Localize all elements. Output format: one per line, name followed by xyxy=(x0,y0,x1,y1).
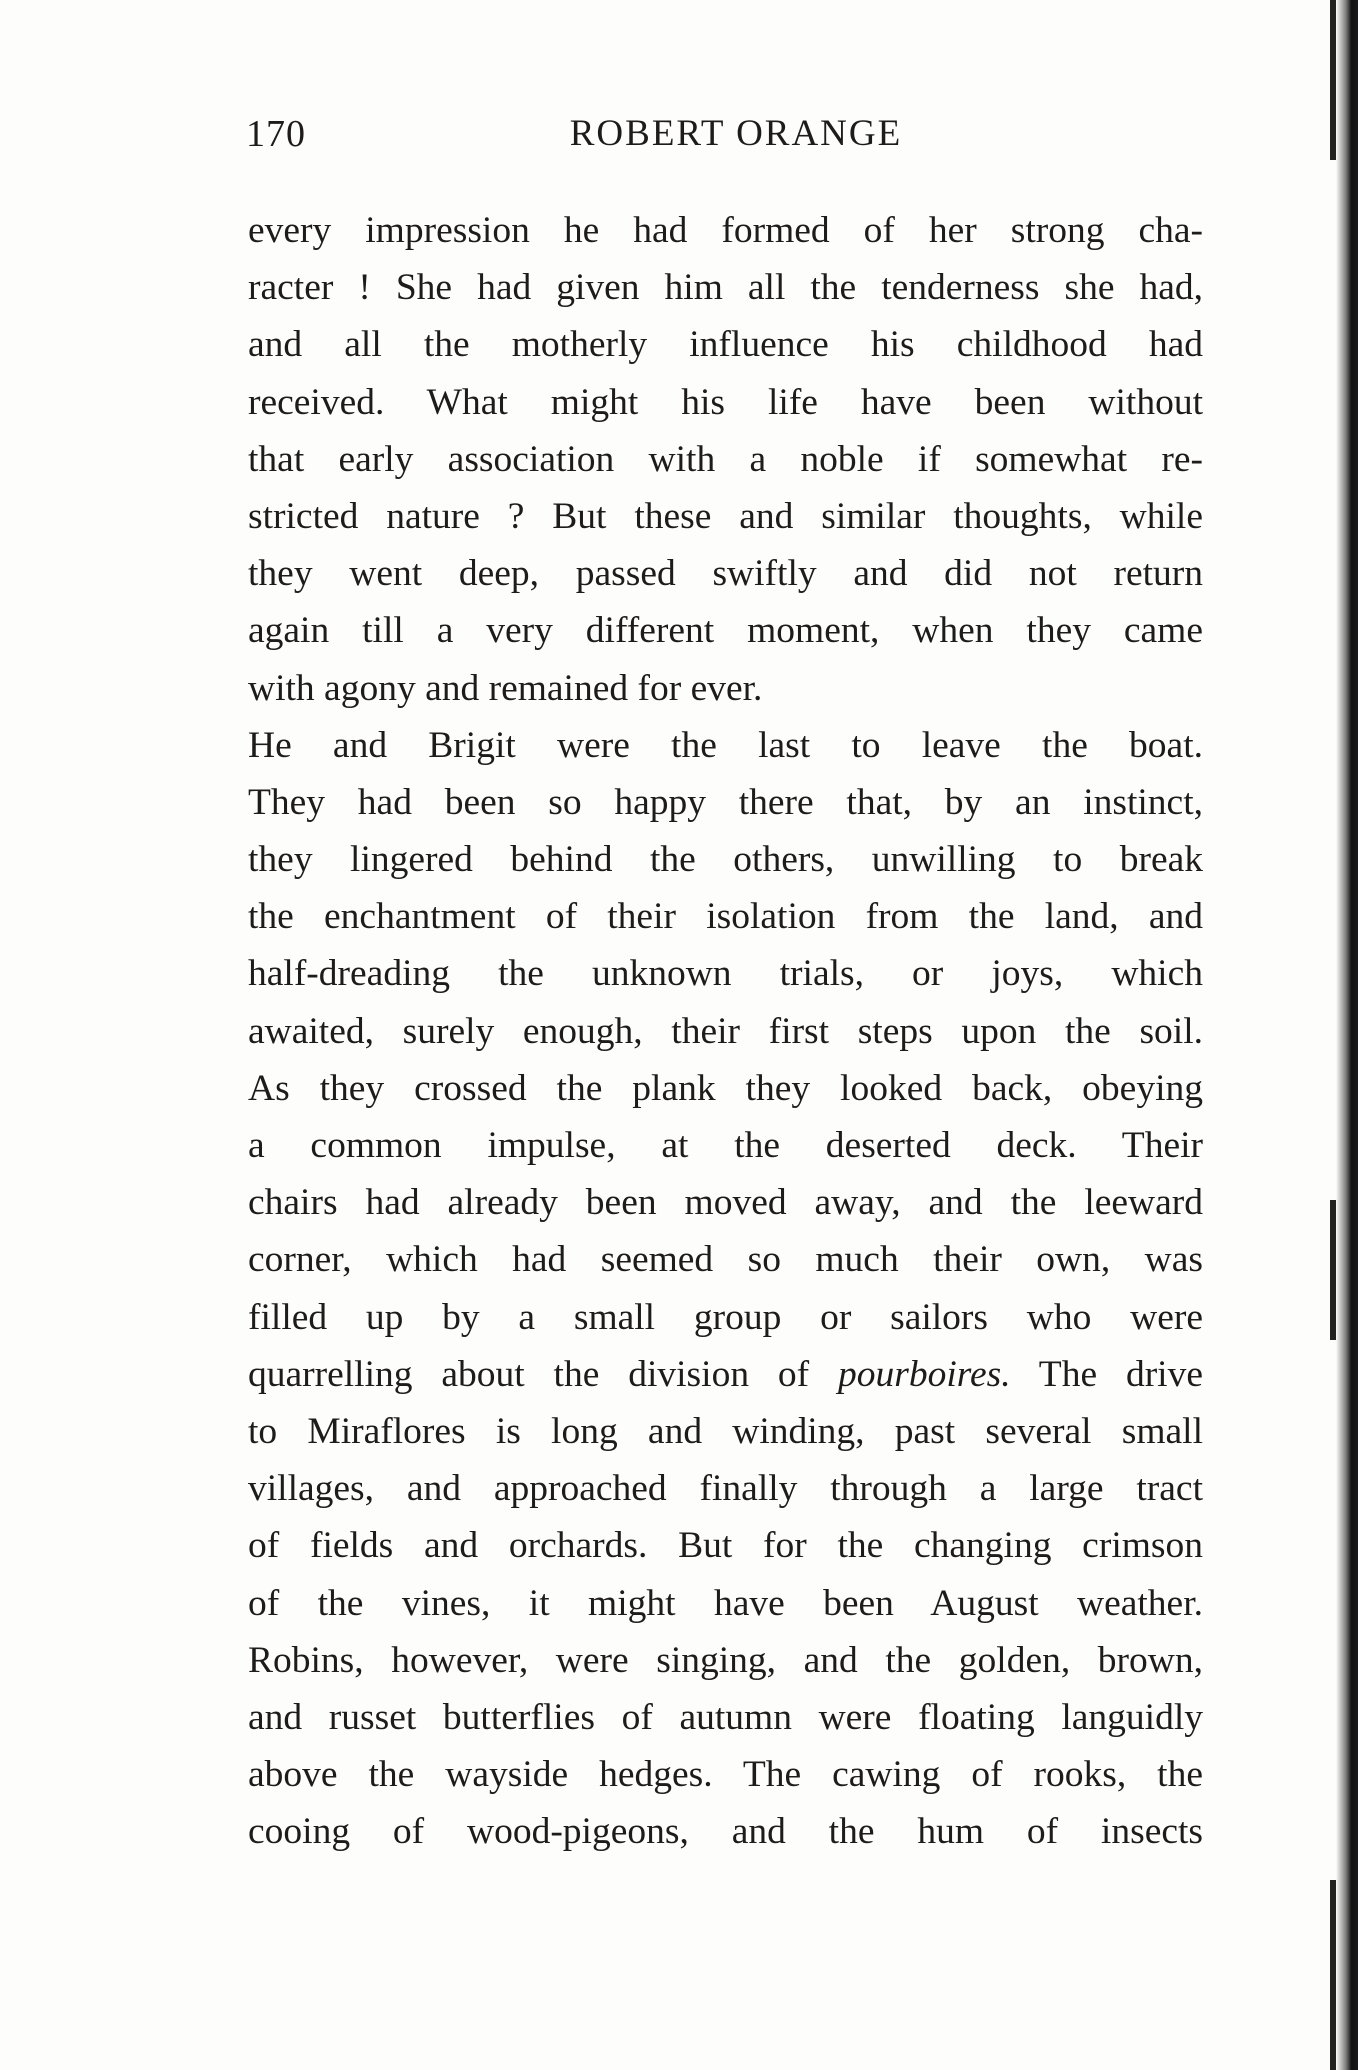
binding-shadow-mark xyxy=(1330,0,1336,160)
text-line: They had been so happy there that, by an instinct, xyxy=(248,781,1203,823)
text-line: and russet butterflies of autumn were floating languidly xyxy=(248,1696,1203,1738)
text-line: Robins, however, were singing, and the golden, brown, xyxy=(248,1639,1203,1681)
text-line: above the wayside hedges. The cawing of rooks, the xyxy=(248,1754,1203,1796)
text-line: the enchantment of their isolation from the land, and xyxy=(248,896,1203,938)
text-line: cooing of wood-pigeons, and the hum of insects xyxy=(248,1811,1203,1853)
running-title: ROBERT ORANGE xyxy=(569,113,903,154)
binding-shadow-mark xyxy=(1330,1200,1336,1340)
text-line: and all the motherly influence his childhood had xyxy=(248,324,1203,366)
italic-word: pourboires. xyxy=(838,1353,1011,1395)
running-head xyxy=(246,112,1201,160)
text-line: As they crossed the plank they looked back, obeying xyxy=(248,1067,1203,1109)
text-line: to Miraflores is long and winding, past several small xyxy=(248,1410,1203,1452)
page-number: 170 xyxy=(246,113,306,155)
text-line: villages, and approached finally through a large tract xyxy=(248,1468,1203,1510)
text-line: they went deep, passed swiftly and did not return xyxy=(248,553,1203,595)
text-line: awaited, surely enough, their first steps upon the soil. xyxy=(248,1010,1203,1052)
text-line: with agony and remained for ever. xyxy=(248,667,763,709)
text-line: again till a very different moment, when they came xyxy=(248,610,1203,652)
text-line: half-dreading the unknown trials, or joys, which xyxy=(248,953,1203,995)
body-text xyxy=(248,202,1203,1860)
text-line: racter ! She had given him all the tenderness she had, xyxy=(248,267,1203,309)
text-line: chairs had already been moved away, and the leeward xyxy=(248,1182,1203,1224)
text-line: stricted nature ? But these and similar thoughts, while xyxy=(248,495,1203,537)
paragraph-start-line: He and Brigit were the last to leave the boat. xyxy=(248,724,1203,766)
text-line: they lingered behind the others, unwilling to break xyxy=(248,839,1203,881)
page-binding-edge xyxy=(1336,0,1358,2070)
text-line: a common impulse, at the deserted deck. Their xyxy=(248,1125,1203,1166)
text-line: corner, which had seemed so much their own, was xyxy=(248,1239,1203,1281)
text-line: received. What might his life have been without xyxy=(248,381,1203,423)
text-line-italic-pourboires: quarrelling about the division of pourboires. The drive xyxy=(248,1353,1203,1395)
binding-shadow-mark xyxy=(1330,1880,1336,2070)
text-line: of fields and orchards. But for the changing crimson xyxy=(248,1525,1203,1567)
text-line: that early association with a noble if somewhat re- xyxy=(248,438,1203,480)
text-line: filled up by a small group or sailors who were xyxy=(248,1296,1203,1338)
text-line: of the vines, it might have been August weather. xyxy=(248,1582,1203,1624)
text-line: every impression he had formed of her strong cha- xyxy=(248,210,1203,251)
